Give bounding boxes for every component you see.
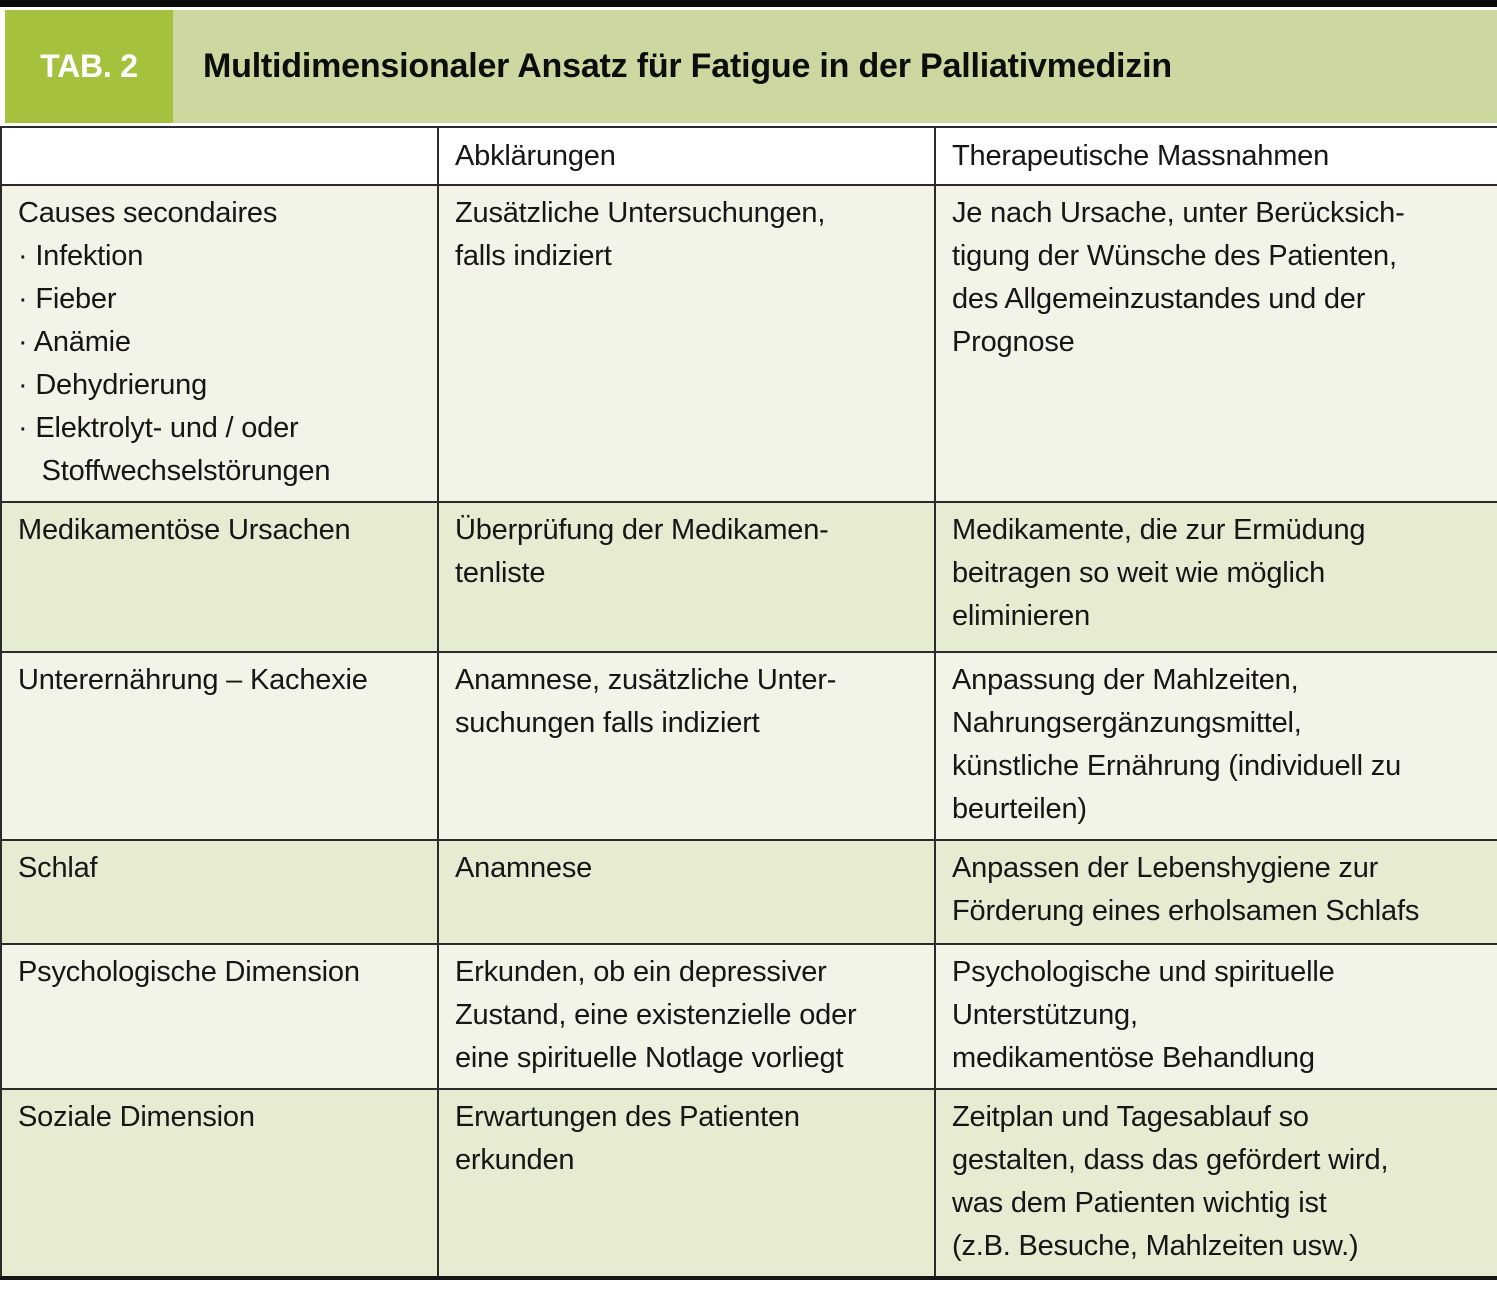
text-line: Soziale Dimension	[18, 1101, 255, 1133]
fatigue-table	[0, 126, 1497, 1280]
text-line: beitragen so weit wie möglich	[952, 557, 1325, 589]
cell-dimension	[1, 185, 438, 502]
column-header-abklaerungen: Abklärungen	[438, 127, 935, 185]
cell-massnahmen	[935, 502, 1497, 652]
text-line: Schlaf	[18, 852, 98, 884]
text-line: erkunden	[455, 1144, 575, 1176]
cell-dimension	[1, 652, 438, 840]
cell-massnahmen	[935, 652, 1497, 840]
cell-massnahmen	[935, 185, 1497, 502]
title-band	[173, 10, 1497, 123]
cell-abklaerungen	[438, 185, 935, 502]
text-line: Anpassen der Lebenshygiene zur	[952, 852, 1379, 884]
table-number-badge: TAB. 2	[5, 10, 173, 123]
table-title: Multidimensionaler Ansatz für Fatigue in der Palliativmedizin	[203, 47, 1172, 85]
text-line: suchungen falls indiziert	[455, 707, 760, 739]
cell-dimension	[1, 840, 438, 944]
cell-massnahmen	[935, 840, 1497, 944]
table-row-psychologische-dimension	[1, 944, 1497, 1089]
text-line: Zeitplan und Tagesablauf so	[952, 1101, 1309, 1133]
text-line: Anpassung der Mahlzeiten,	[952, 664, 1299, 696]
text-line: Unterernährung – Kachexie	[18, 664, 368, 696]
text-line: Anamnese, zusätzliche Unter-	[455, 664, 837, 696]
cell-abklaerungen	[438, 840, 935, 944]
text-line: Nahrungsergänzungsmittel,	[952, 707, 1302, 739]
text-line: Zustand, eine existenzielle oder	[455, 999, 857, 1031]
table-row-causes-secondaires	[1, 185, 1497, 502]
text-line: künstliche Ernährung (individuell zu	[952, 750, 1401, 782]
text-line: eliminieren	[952, 600, 1091, 632]
text-line: Psychologische Dimension	[18, 956, 360, 988]
text-line: tigung der Wünsche des Patienten,	[952, 240, 1397, 272]
cell-massnahmen	[935, 1089, 1497, 1278]
table-header-band	[0, 10, 1497, 123]
table-row-medikamentoese-ursachen	[1, 502, 1497, 652]
table-body	[1, 185, 1497, 1278]
text-line: · Infektion	[18, 240, 144, 272]
text-line: eine spirituelle Notlage vorliegt	[455, 1042, 844, 1074]
text-line: Unterstützung,	[952, 999, 1138, 1031]
text-line: · Elektrolyt- und / oder	[18, 412, 299, 444]
column-header-massnahmen: Therapeutische Massnahmen	[935, 127, 1497, 185]
table-row-unterernaehrung-kachexie	[1, 652, 1497, 840]
text-line: beurteilen)	[952, 793, 1087, 825]
text-line: Förderung eines erholsamen Schlafs	[952, 895, 1420, 927]
text-line: Psychologische und spirituelle	[952, 956, 1335, 988]
text-line: tenliste	[455, 557, 546, 589]
table-row-soziale-dimension	[1, 1089, 1497, 1278]
text-line: (z.B. Besuche, Mahlzeiten usw.)	[952, 1230, 1359, 1262]
cell-dimension	[1, 1089, 438, 1278]
text-line: Anamnese	[455, 852, 593, 884]
text-line: · Dehydrierung	[18, 369, 208, 401]
text-line: medikamentöse Behandlung	[952, 1042, 1315, 1074]
text-line: · Anämie	[18, 326, 131, 358]
text-line: Medikamente, die zur Ermüdung	[952, 514, 1366, 546]
cell-massnahmen	[935, 944, 1497, 1089]
text-line: Prognose	[952, 326, 1075, 358]
top-rule	[0, 0, 1497, 7]
text-line: Überprüfung der Medikamen-	[455, 514, 829, 546]
cell-abklaerungen	[438, 652, 935, 840]
text-line: Erkunden, ob ein depressiver	[455, 956, 827, 988]
text-line: was dem Patienten wichtig ist	[952, 1187, 1327, 1219]
text-line: Erwartungen des Patienten	[455, 1101, 800, 1133]
text-line: Causes secondaires	[18, 197, 278, 229]
text-line: Stoffwechselstörungen	[18, 455, 331, 487]
text-line: gestalten, dass das gefördert wird,	[952, 1144, 1389, 1176]
text-line: Je nach Ursache, unter Berücksich-	[952, 197, 1405, 229]
cell-dimension	[1, 944, 438, 1089]
table-row-schlaf	[1, 840, 1497, 944]
cell-abklaerungen	[438, 1089, 935, 1278]
text-line: falls indiziert	[455, 240, 612, 272]
column-header-row	[1, 127, 1497, 185]
text-line: Zusätzliche Untersuchungen,	[455, 197, 826, 229]
cell-abklaerungen	[438, 944, 935, 1089]
column-header-empty	[1, 127, 438, 185]
text-line: Medikamentöse Ursachen	[18, 514, 351, 546]
text-line: des Allgemeinzustandes und der	[952, 283, 1366, 315]
text-line: · Fieber	[18, 283, 117, 315]
cell-abklaerungen	[438, 502, 935, 652]
cell-dimension	[1, 502, 438, 652]
